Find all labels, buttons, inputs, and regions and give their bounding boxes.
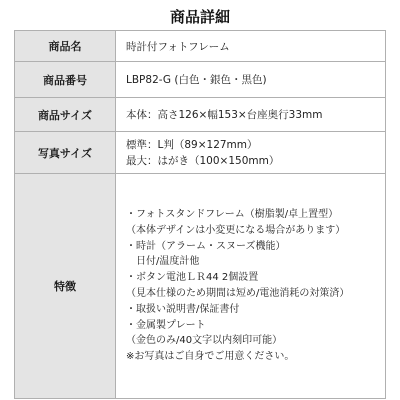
spec-row-features bbox=[15, 174, 386, 399]
spec-label-features: 特徴 bbox=[15, 174, 116, 399]
feature-line: ・取扱い説明書/保証書付 bbox=[126, 303, 240, 315]
product-spec-table bbox=[14, 30, 386, 399]
feature-line: ※お写真はご自身でご用意ください。 bbox=[126, 351, 295, 363]
spec-label-product-name: 商品名 bbox=[15, 31, 116, 62]
feature-line: ・時計（アラーム・スヌーズ機能） bbox=[126, 240, 286, 252]
feature-line: ・フォトスタンドフレーム（樹脂製/卓上置型） bbox=[126, 209, 339, 221]
feature-line: （金色のみ/40文字以内刻印可能） bbox=[126, 335, 283, 347]
feature-line: ・金属製プレート bbox=[126, 319, 206, 331]
feature-line: （見本仕様のため期間は短め/電池消耗の対策済） bbox=[126, 288, 350, 299]
spec-label-product-number: 商品番号 bbox=[15, 62, 116, 98]
page-title: 商品詳細 bbox=[169, 8, 230, 26]
spec-row-photo-size bbox=[15, 132, 386, 174]
spec-value-photo-size bbox=[116, 132, 386, 174]
spec-row-product-size bbox=[15, 98, 386, 132]
spec-value-product-name: 時計付フォトフレーム bbox=[116, 31, 386, 62]
spec-value-features bbox=[116, 174, 386, 399]
feature-line: ・ボタン電池ＬＲ44 2個設置 bbox=[126, 272, 259, 284]
feature-line: 日付/温度計他 bbox=[126, 256, 200, 268]
spec-value-product-number: LBP82-G (白色・銀色・黒色) bbox=[116, 62, 386, 98]
spec-label-product-size: 商品サイズ bbox=[15, 98, 116, 132]
feature-line: （本体デザインは小変更になる場合があります） bbox=[126, 224, 346, 236]
photo-size-maximum: 最大：はがき（100×150mm） bbox=[126, 154, 280, 167]
photo-size-standard: 標準：L判（89×127mm） bbox=[126, 138, 258, 151]
spec-row-product-name bbox=[15, 31, 386, 62]
spec-value-product-size: 本体：高さ126×幅153×台座奥行33mm bbox=[116, 98, 386, 132]
spec-label-photo-size: 写真サイズ bbox=[15, 132, 116, 174]
spec-row-product-number bbox=[15, 62, 386, 98]
